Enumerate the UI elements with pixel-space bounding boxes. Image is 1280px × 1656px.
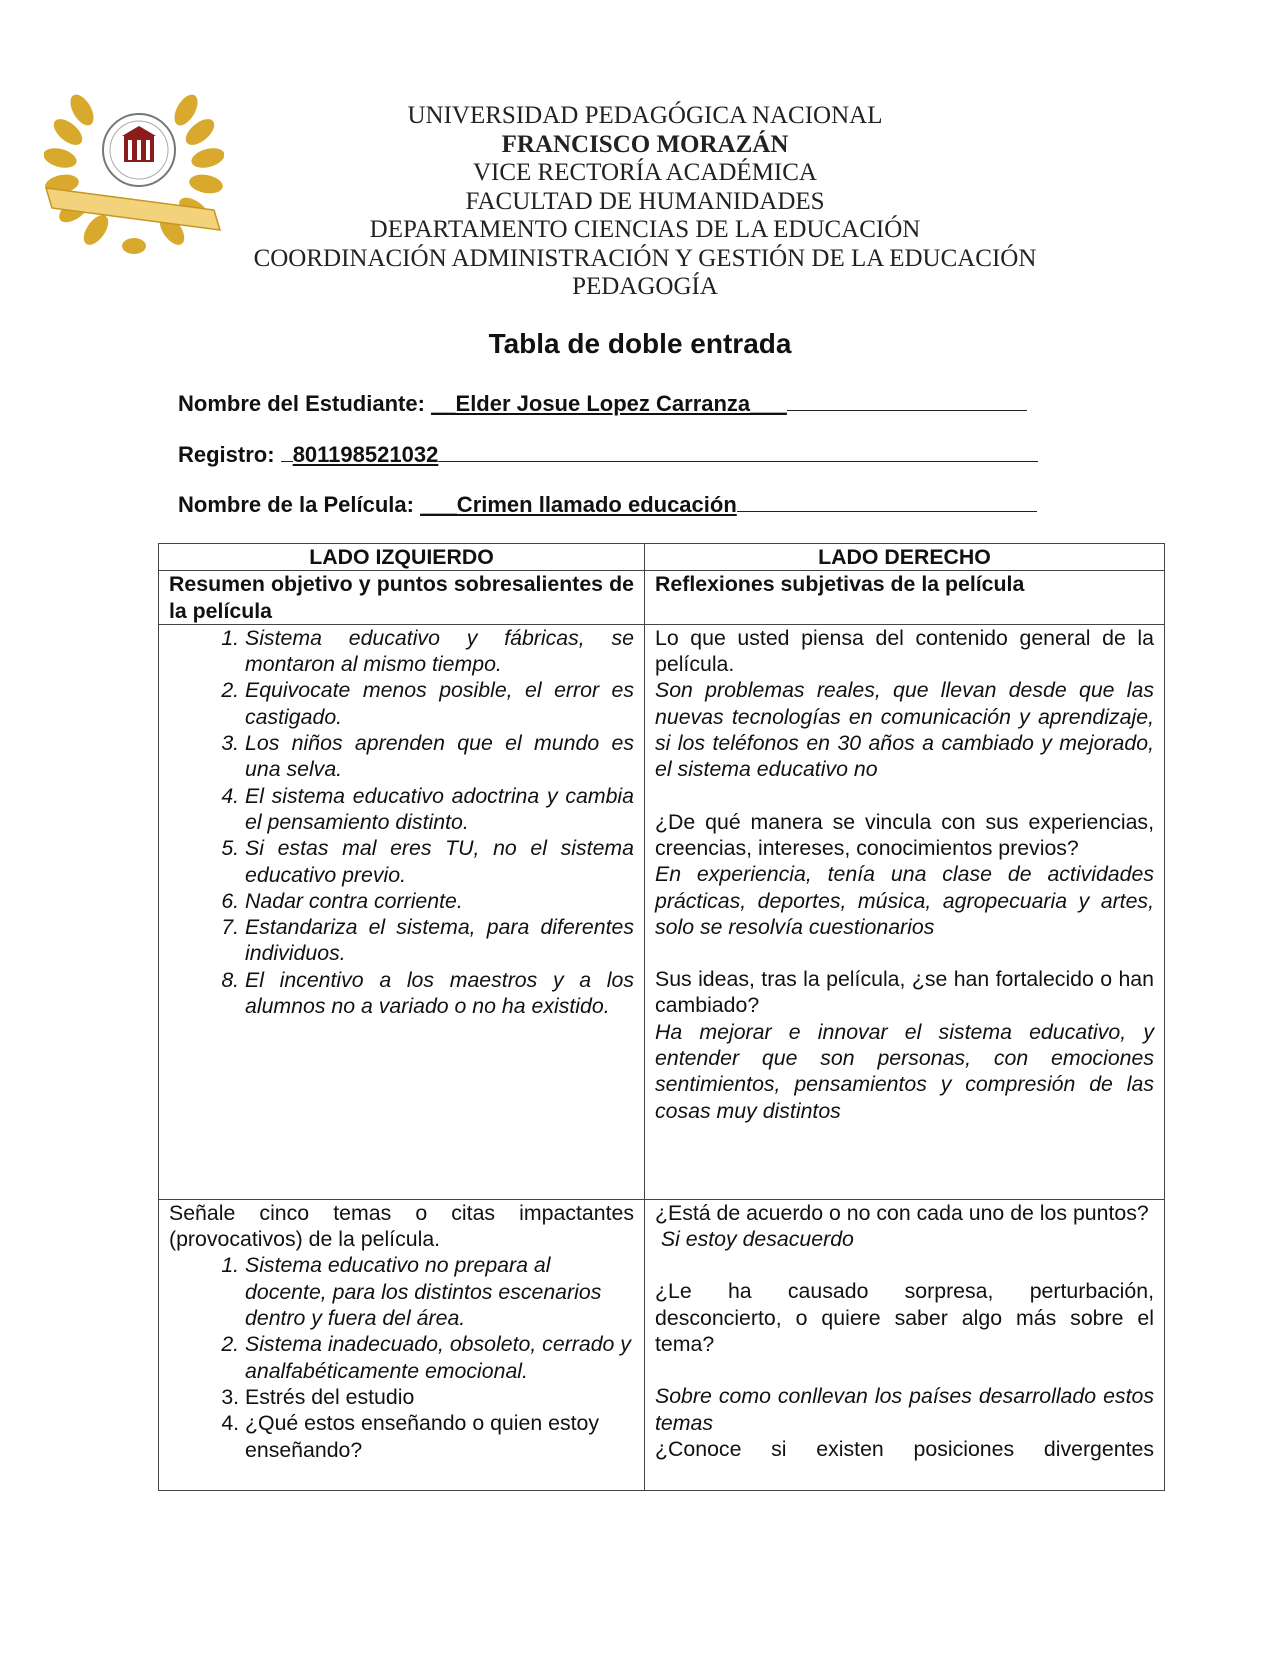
right-reflection-cell — [645, 624, 1165, 1199]
topics-list — [169, 1252, 634, 1462]
pelicula-label: Nombre de la Película: — [178, 492, 414, 517]
pelicula-value: ___Crimen llamado educación — [420, 492, 737, 517]
table-row-topics — [159, 1199, 1165, 1490]
spacer — [655, 1252, 1154, 1278]
spacer — [655, 1357, 1154, 1383]
list-item: 8. El incentivo a los maestros y a los alumnos no a variado o no ha existido. — [245, 967, 634, 1020]
pelicula-fill-line — [737, 491, 1037, 512]
document-title: Tabla de doble entrada — [488, 328, 792, 359]
registro-lead-line — [281, 441, 293, 462]
left-subheader: Resumen objetivo y puntos sobresalientes de la película — [159, 571, 645, 625]
registro-fill-line — [438, 441, 1038, 462]
list-item: 1. Sistema educativo no prepara al docente, para los distintos escenarios dentro y fuera del área. — [245, 1252, 634, 1331]
question-text: ¿Le ha causado sorpresa, perturbación, desconcierto, o quiere saber algo más sobre el tema? — [655, 1279, 1154, 1357]
question-text: ¿Conoce si existen posiciones divergentes — [655, 1436, 1154, 1461]
registro-field — [178, 441, 1038, 468]
summary-list — [169, 625, 634, 1019]
answer-text: Son problemas reales, que llevan desde que las nuevas tecnologías en comunicación y aprendizaje, si los teléfonos en 30 años a cambiado y mejorado, el sistema educativo no — [655, 678, 1154, 782]
right-header: LADO DERECHO — [645, 544, 1165, 571]
institution-header — [0, 102, 1280, 302]
table-header-row — [159, 544, 1165, 571]
answer-text: Sobre como conllevan los países desarrollado estos temas — [655, 1384, 1154, 1435]
header-line-vicerrectoria: VICE RECTORÍA ACADÉMICA — [472, 159, 817, 186]
question-text: ¿Está de acuerdo o no con cada uno de los puntos? — [655, 1200, 1149, 1225]
student-name-fill-line — [787, 390, 1027, 411]
list-item: 7. Estandariza el sistema, para diferentes individuos. — [245, 914, 634, 967]
registro-label: Registro: — [178, 442, 275, 467]
student-name-value: __Elder Josue Lopez Carranza___ — [431, 391, 787, 416]
right-subheader: Reflexiones subjetivas de la película — [645, 571, 1165, 625]
question-text: Sus ideas, tras la película, ¿se han fortalecido o han cambiado? — [655, 967, 1154, 1018]
header-line-departamento: DEPARTAMENTO CIENCIAS DE LA EDUCACIÓN — [369, 216, 921, 243]
list-item: 4. ¿Qué estos enseñando o quien estoy enseñando? — [245, 1410, 634, 1463]
topics-intro: Señale cinco temas o citas impactantes (provocativos) de la película. — [169, 1200, 634, 1252]
pelicula-field — [178, 491, 1037, 518]
header-line-pedagogia: PEDAGOGÍA — [572, 273, 718, 300]
student-name-label: Nombre del Estudiante: — [178, 391, 425, 416]
student-name-field — [178, 390, 1027, 417]
answer-text: Si estoy desacuerdo — [655, 1227, 854, 1252]
left-topics-cell — [159, 1199, 645, 1490]
list-item: 5. Si estas mal eres TU, no el sistema educativo previo. — [245, 835, 634, 888]
left-header: LADO IZQUIERDO — [159, 544, 645, 571]
spacer — [655, 940, 1154, 966]
table-row-reflection — [159, 624, 1165, 1199]
question-text: Lo que usted piensa del contenido general de la película. — [655, 625, 1154, 677]
table-subheader-row — [159, 571, 1165, 625]
right-topics-cell — [645, 1199, 1165, 1490]
list-item: 2. Sistema inadecuado, obsoleto, cerrado y analfabéticamente emocional. — [245, 1331, 634, 1384]
left-summary-cell — [159, 624, 645, 1199]
question-text: ¿De qué manera se vincula con sus experiencias, creencias, intereses, conocimientos previos? — [655, 809, 1154, 860]
list-item: 2. Equivocate menos posible, el error es castigado. — [245, 677, 634, 730]
header-line-coordinacion: COORDINACIÓN ADMINISTRACIÓN Y GESTIÓN DE LA EDUCACIÓN — [253, 244, 1037, 272]
answer-text: Ha mejorar e innovar el sistema educativo, y entender que son personas, con emociones sentimientos, pensamientos y compresión de las cosas muy distintos — [655, 1019, 1154, 1123]
list-item: 6. Nadar contra corriente. — [245, 888, 634, 914]
header-line-name: FRANCISCO MORAZÁN — [501, 130, 789, 158]
answer-text: En experiencia, tenía una clase de actividades prácticas, deportes, música, agropecuaria y artes, solo se resolvía cuestionarios — [655, 862, 1154, 939]
header-line-university: UNIVERSIDAD PEDAGÓGICA NACIONAL — [407, 102, 883, 129]
header-line-facultad: FACULTAD DE HUMANIDADES — [465, 187, 825, 215]
registro-value: 801198521032 — [292, 442, 439, 467]
list-item: 4. El sistema educativo adoctrina y cambia el pensamiento distinto. — [245, 783, 634, 836]
double-entry-table — [158, 543, 1165, 1491]
list-item: 3. Estrés del estudio — [245, 1384, 634, 1410]
list-item: 3. Los niños aprenden que el mundo es una selva. — [245, 730, 634, 783]
list-item: 1. Sistema educativo y fábricas, se montaron al mismo tiempo. — [245, 625, 634, 678]
spacer — [655, 783, 1154, 809]
